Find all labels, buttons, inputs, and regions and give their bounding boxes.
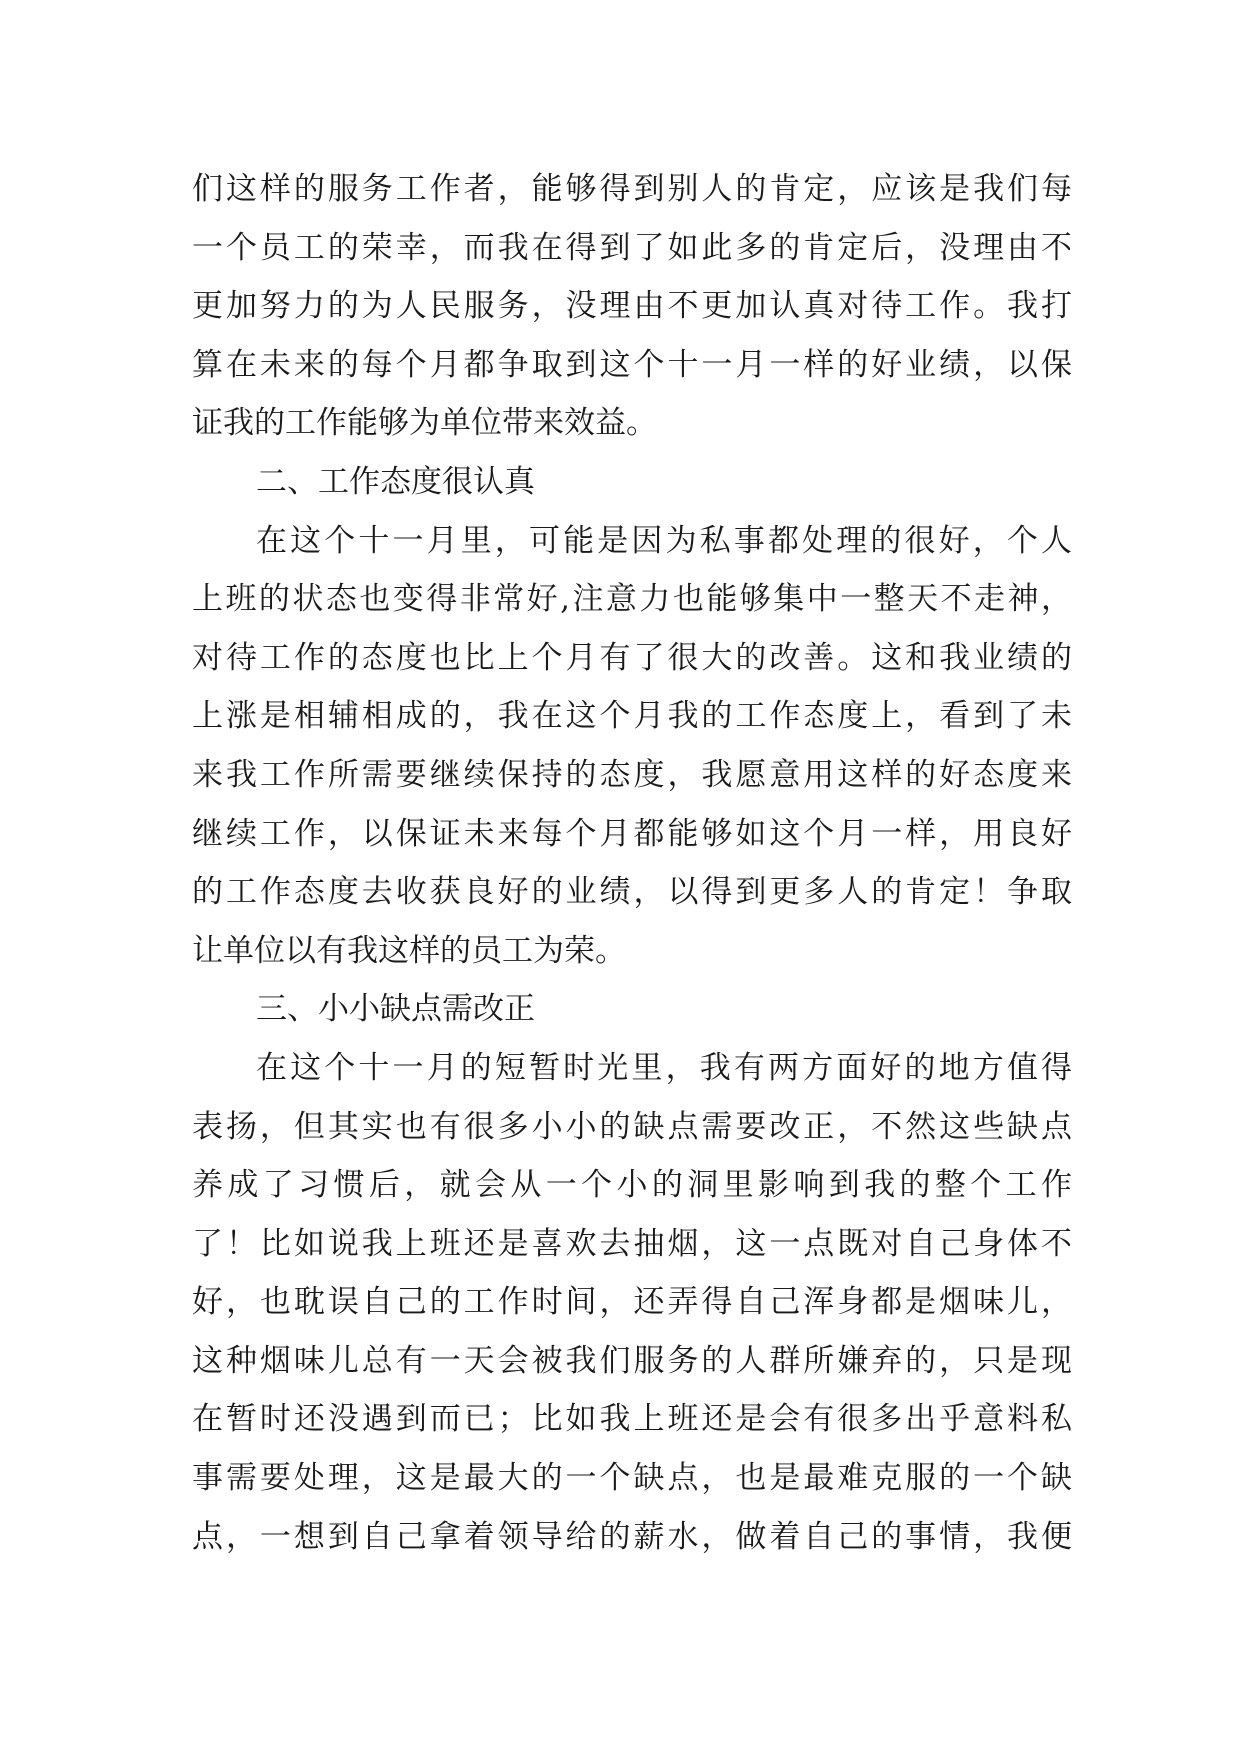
paragraph-3-line: 事需要处理，这是最大的一个缺点，也是最难克服的一个缺: [192, 1460, 1072, 1497]
paragraph-3-line: 了！比如说我上班还是喜欢去抽烟，这一点既对自己身体不: [192, 1225, 1072, 1262]
section-heading-attitude: 二、工作态度很认真: [256, 463, 535, 500]
paragraph-3-line: 在这个十一月的短暂时光里，我有两方面好的地方值得: [256, 1049, 1072, 1086]
paragraph-3-line: 点，一想到自己拿着领导给的薪水，做着自己的事情，我便: [192, 1518, 1072, 1555]
paragraph-2-line: 的工作态度去收获良好的业绩，以得到更多人的肯定！争取: [192, 874, 1072, 911]
paragraph-2-line: 继续工作，以保证未来每个月都能够如这个月一样，用良好: [192, 815, 1072, 852]
paragraph-1-line: 证我的工作能够为单位带来效益。: [192, 405, 657, 442]
paragraph-2-line: 让单位以有我这样的员工为荣。: [192, 932, 626, 969]
paragraph-1-line: 更加努力的为人民服务，没理由不更加认真对待工作。我打: [192, 288, 1072, 325]
paragraph-2-line: 在这个十一月里，可能是因为私事都处理的很好，个人: [256, 522, 1072, 559]
paragraph-3-line: 养成了习惯后，就会从一个小的洞里影响到我的整个工作: [192, 1167, 1072, 1204]
paragraph-2-line: 对待工作的态度也比上个月有了很大的改善。这和我业绩的: [192, 639, 1072, 676]
section-heading-shortcomings: 三、小小缺点需改正: [256, 991, 535, 1028]
paragraph-3-line: 在暂时还没遇到而已；比如我上班还是会有很多出乎意料私: [192, 1401, 1072, 1438]
paragraph-2-line: 上涨是相辅相成的，我在这个月我的工作态度上，看到了未: [192, 698, 1072, 735]
paragraph-2-line: 上班的状态也变得非常好,注意力也能够集中一整天不走神，: [192, 581, 1072, 618]
paragraph-1-line: 们这样的服务工作者，能够得到别人的肯定，应该是我们每: [192, 171, 1072, 207]
paragraph-3-line: 表扬，但其实也有很多小小的缺点需要改正，不然这些缺点: [192, 1108, 1072, 1145]
paragraph-1-line: 算在未来的每个月都争取到这个十一月一样的好业绩，以保: [192, 346, 1072, 383]
paragraph-2-line: 来我工作所需要继续保持的态度，我愿意用这样的好态度来: [192, 756, 1072, 793]
document-body: [192, 160, 1072, 1566]
paragraph-3-line: 这种烟味儿总有一天会被我们服务的人群所嫌弃的，只是现: [192, 1342, 1072, 1379]
paragraph-3-line: 好，也耽误自己的工作时间，还弄得自己浑身都是烟味儿，: [192, 1284, 1072, 1321]
paragraph-1-line: 一个员工的荣幸，而我在得到了如此多的肯定后，没理由不: [192, 229, 1072, 266]
